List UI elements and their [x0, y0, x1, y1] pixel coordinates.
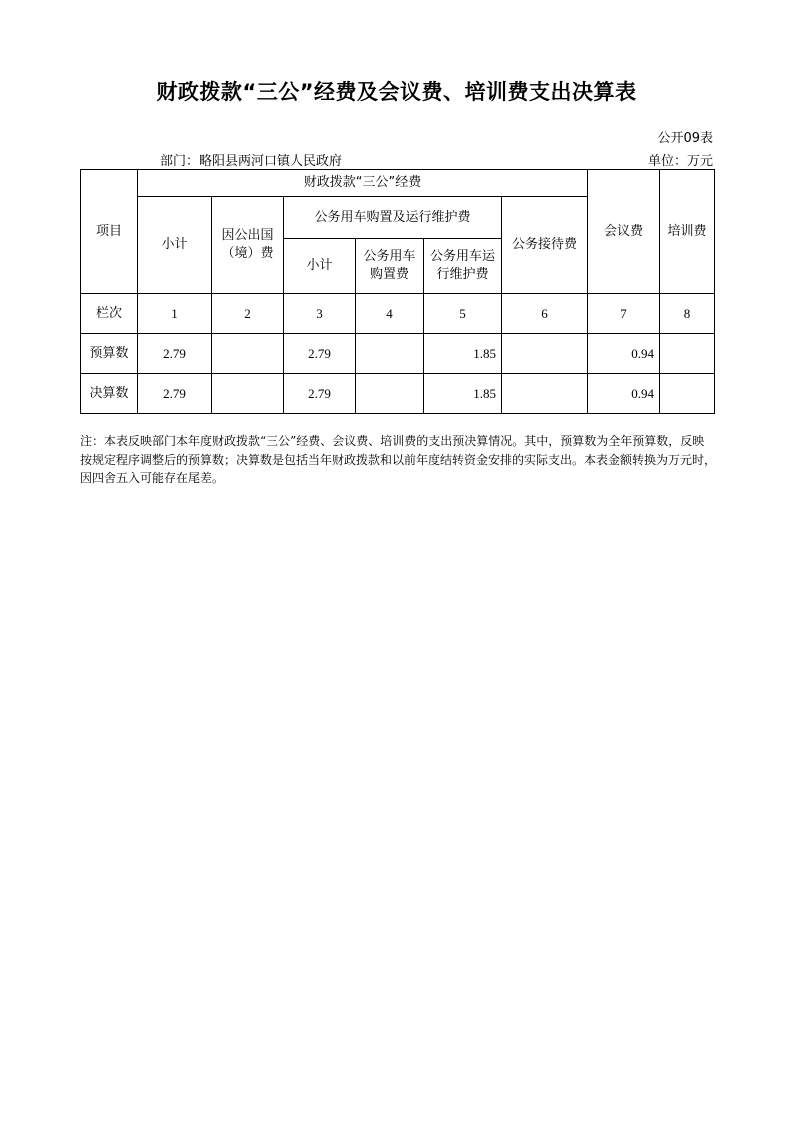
header-vehicle-operation: 公务用车运行维护费	[424, 239, 502, 294]
column-number: 5	[424, 294, 502, 334]
header-vehicle-purchase: 公务用车购置费	[356, 239, 424, 294]
budget-reception-cell	[502, 334, 588, 374]
header-vehicle-group: 公务用车购置及运行维护费	[284, 197, 502, 239]
unit-label: 单位：万元	[647, 154, 713, 169]
column-number: 2	[212, 294, 284, 334]
actual-meeting-cell: 0.94	[588, 374, 660, 414]
row-label: 决算数	[81, 374, 138, 414]
header-item: 项目	[81, 170, 138, 294]
column-number: 8	[660, 294, 715, 334]
header-sangong-group: 财政拨款“三公”经费	[138, 170, 588, 197]
budget-vehicle-operation-cell: 1.85	[424, 334, 502, 374]
table-code: 公开09表	[657, 131, 713, 146]
actual-vehicle-subtotal-cell: 2.79	[284, 374, 356, 414]
budget-meeting-cell: 0.94	[588, 334, 660, 374]
footnote: 注：本表反映部门本年度财政拨款“三公”经费、会议费、培训费的支出预决算情况。其中，预算数为全年预算数，反映按规定程序调整后的预算数；决算数是包括当年财政拨款和以前年度结转资金安排的实际支出。本表金额转换为万元时，因四舍五入可能存在尾差。	[80, 434, 717, 486]
header-vehicle-subtotal: 小计	[284, 239, 356, 294]
table-row-budget	[81, 334, 715, 374]
column-row-label: 栏次	[81, 294, 138, 334]
header-training: 培训费	[660, 170, 715, 294]
budget-subtotal-cell: 2.79	[138, 334, 212, 374]
budget-vehicle-subtotal-cell: 2.79	[284, 334, 356, 374]
header-meeting: 会议费	[588, 170, 660, 294]
column-number: 7	[588, 294, 660, 334]
column-number: 6	[502, 294, 588, 334]
actual-abroad-cell	[212, 374, 284, 414]
budget-abroad-cell	[212, 334, 284, 374]
actual-reception-cell	[502, 374, 588, 414]
header-abroad: 因公出国（境）费	[212, 197, 284, 294]
actual-vehicle-operation-cell: 1.85	[424, 374, 502, 414]
budget-training-cell	[660, 334, 715, 374]
actual-subtotal-cell: 2.79	[138, 374, 212, 414]
report-title: 财政拨款“三公”经费及会议费、培训费支出决算表	[156, 80, 637, 104]
header-subtotal: 小计	[138, 197, 212, 294]
actual-vehicle-purchase-cell	[356, 374, 424, 414]
column-number: 3	[284, 294, 356, 334]
column-number: 4	[356, 294, 424, 334]
row-label: 预算数	[81, 334, 138, 374]
expense-table	[80, 169, 715, 414]
column-number: 1	[138, 294, 212, 334]
header-reception: 公务接待费	[502, 197, 588, 294]
budget-vehicle-purchase-cell	[356, 334, 424, 374]
table-row-actual	[81, 374, 715, 414]
actual-training-cell	[660, 374, 715, 414]
department-label: 部门：略阳县两河口镇人民政府	[160, 154, 343, 169]
